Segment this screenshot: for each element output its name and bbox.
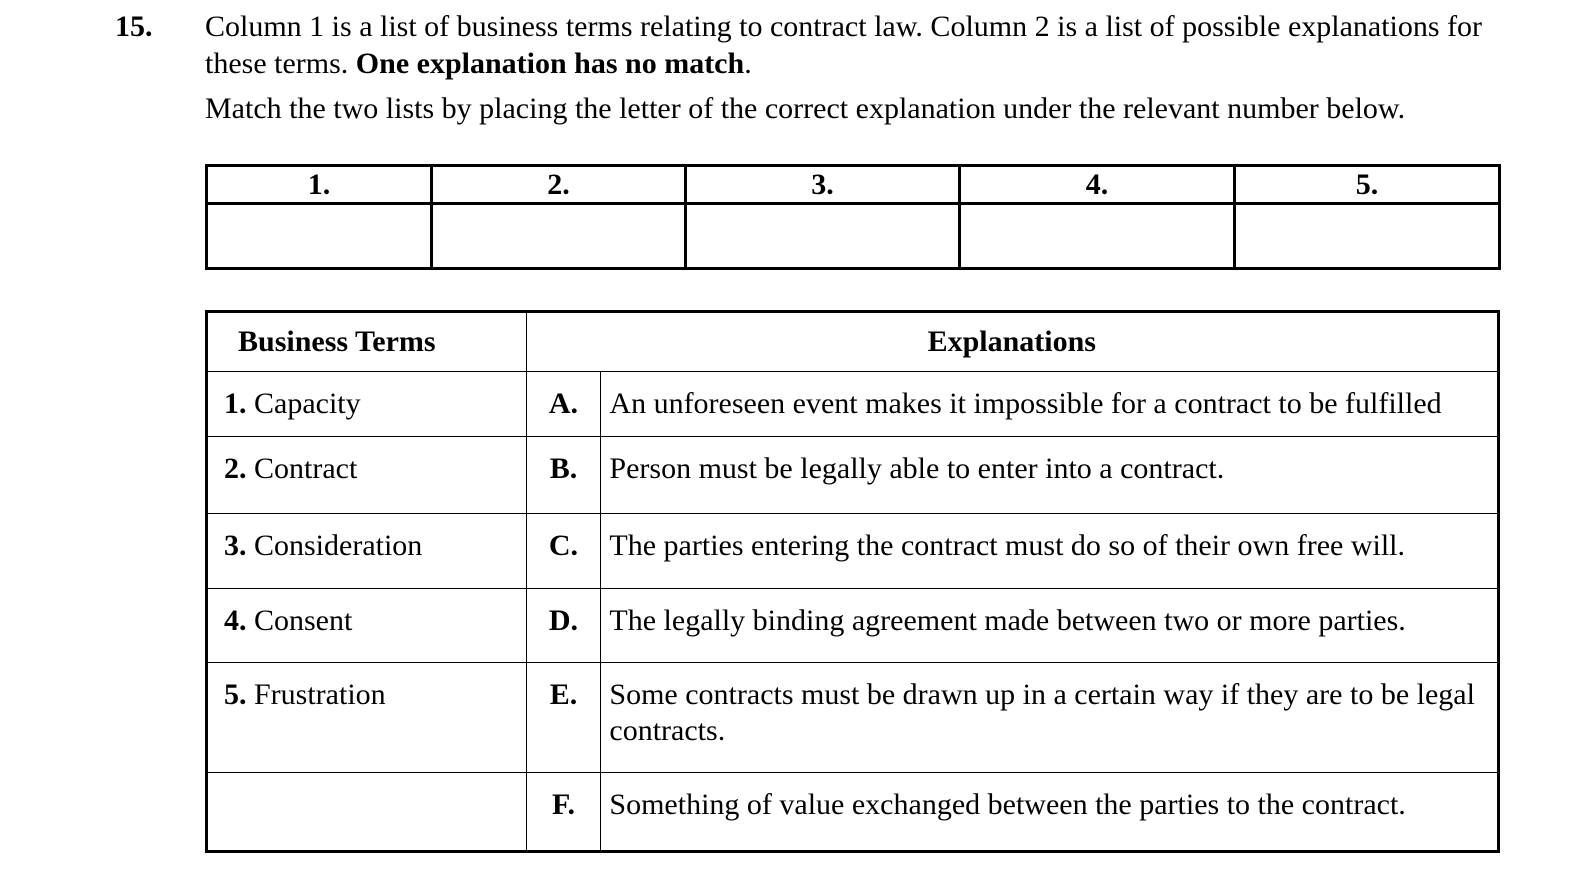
term-cell <box>207 372 527 437</box>
answer-header-3: 3. <box>686 166 960 204</box>
term-label: Capacity <box>254 387 361 420</box>
table-row <box>207 773 1499 852</box>
answer-header-1: 1. <box>207 166 432 204</box>
term-cell-empty <box>207 773 527 852</box>
answer-header-5: 5. <box>1235 166 1500 204</box>
question-intro <box>205 8 1545 82</box>
explanation-text: An unforeseen event makes it impossible for a contract to be fulfilled <box>601 372 1499 437</box>
answer-cell-2[interactable] <box>432 204 686 269</box>
term-label: Consent <box>254 604 353 637</box>
term-number: 1. <box>224 387 247 420</box>
explanation-letter: D. <box>526 589 601 663</box>
term-label: Consideration <box>254 529 423 562</box>
explanation-text: The parties entering the contract must do so of their own free will. <box>601 514 1499 589</box>
terms-header: Business Terms <box>207 312 527 372</box>
term-label: Frustration <box>254 678 386 711</box>
term-cell <box>207 514 527 589</box>
match-table <box>205 310 1500 853</box>
term-number: 3. <box>224 529 247 562</box>
question-number: 15. <box>115 10 153 43</box>
answer-cell-3[interactable] <box>686 204 960 269</box>
answer-grid <box>205 164 1501 270</box>
table-row <box>207 437 1499 514</box>
explanation-letter: E. <box>526 663 601 773</box>
term-number: 5. <box>224 678 247 711</box>
term-cell <box>207 663 527 773</box>
intro-end: . <box>744 47 752 80</box>
answer-header-2: 2. <box>432 166 686 204</box>
table-row <box>207 663 1499 773</box>
explanations-header: Explanations <box>526 312 1498 372</box>
explanation-letter: C. <box>526 514 601 589</box>
table-row <box>207 372 1499 437</box>
intro-text: Column 1 is a list of business terms relating to contract law. Column 2 is a list of possible explanations for these terms. <box>205 10 1483 80</box>
intro-bold-text: One explanation has no match <box>355 47 745 80</box>
term-cell <box>207 437 527 514</box>
explanation-text: The legally binding agreement made between two or more parties. <box>601 589 1499 663</box>
table-row <box>207 589 1499 663</box>
answer-cell-5[interactable] <box>1235 204 1500 269</box>
table-row <box>207 514 1499 589</box>
explanation-text: Something of value exchanged between the parties to the contract. <box>601 773 1499 852</box>
explanation-letter: A. <box>526 372 601 437</box>
question-instruction: Match the two lists by placing the letter of the correct explanation under the relevant number below. <box>205 92 1406 125</box>
explanation-text: Some contracts must be drawn up in a certain way if they are to be legal contracts. <box>601 663 1499 773</box>
term-cell <box>207 589 527 663</box>
term-label: Contract <box>254 452 358 485</box>
explanation-letter: F. <box>526 773 601 852</box>
explanation-letter: B. <box>526 437 601 514</box>
answer-cell-4[interactable] <box>960 204 1235 269</box>
explanation-text: Person must be legally able to enter into a contract. <box>601 437 1499 514</box>
term-number: 4. <box>224 604 247 637</box>
term-number: 2. <box>224 452 247 485</box>
answer-cell-1[interactable] <box>207 204 432 269</box>
answer-header-4: 4. <box>960 166 1235 204</box>
